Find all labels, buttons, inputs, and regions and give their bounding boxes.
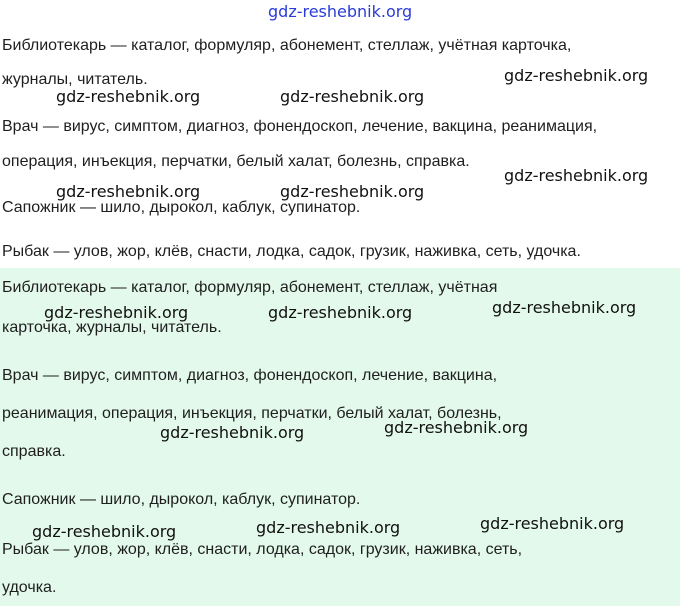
site-watermark-top: gdz-reshebnik.org: [268, 2, 413, 21]
watermark-text: gdz-reshebnik.org: [256, 518, 401, 537]
watermark-text: gdz-reshebnik.org: [280, 182, 425, 201]
plain-line-5: Сапожник — шило, дырокол, каблук, супинатор.: [2, 199, 361, 216]
plain-line-3: Врач — вирус, симптом, диагноз, фонендоскоп, лечение, вакцина, реанимация,: [2, 118, 598, 135]
highlight-line-5: справка.: [2, 443, 66, 460]
highlight-line-6: Сапожник — шило, дырокол, каблук, супинатор.: [2, 491, 361, 508]
highlight-line-1: Библиотекарь — каталог, формуляр, абонемент, стеллаж, учётная: [2, 279, 498, 296]
highlight-line-4: реанимация, операция, инъекция, перчатки, белый халат, болезнь,: [2, 405, 502, 422]
watermark-text: gdz-reshebnik.org: [268, 303, 413, 322]
watermark-text: gdz-reshebnik.org: [492, 298, 637, 317]
watermark-text: gdz-reshebnik.org: [280, 87, 425, 106]
highlight-line-3: Врач — вирус, симптом, диагноз, фонендоскоп, лечение, вакцина,: [2, 367, 498, 384]
watermark-text: gdz-reshebnik.org: [480, 514, 625, 533]
watermark-text: gdz-reshebnik.org: [44, 303, 189, 322]
plain-line-4: операция, инъекция, перчатки, белый халат, болезнь, справка.: [2, 153, 470, 170]
watermark-text: gdz-reshebnik.org: [56, 182, 201, 201]
highlight-line-2: карточка, журналы, читатель.: [2, 319, 222, 336]
watermark-text: gdz-reshebnik.org: [504, 166, 649, 185]
plain-line-2: журналы, читатель.: [2, 71, 148, 88]
watermark-text: gdz-reshebnik.org: [160, 423, 305, 442]
plain-line-6: Рыбак — улов, жор, клёв, снасти, лодка, садок, грузик, наживка, сеть, удочка.: [2, 243, 581, 260]
watermark-text: gdz-reshebnik.org: [384, 418, 529, 437]
highlight-line-7: Рыбак — улов, жор, клёв, снасти, лодка, садок, грузик, наживка, сеть,: [2, 541, 523, 558]
highlight-line-8: удочка.: [2, 579, 57, 596]
watermark-text: gdz-reshebnik.org: [32, 522, 177, 541]
watermark-text: gdz-reshebnik.org: [504, 66, 649, 85]
plain-line-1: Библиотекарь — каталог, формуляр, абонемент, стеллаж, учётная карточка,: [2, 37, 572, 54]
watermark-text: gdz-reshebnik.org: [56, 87, 201, 106]
